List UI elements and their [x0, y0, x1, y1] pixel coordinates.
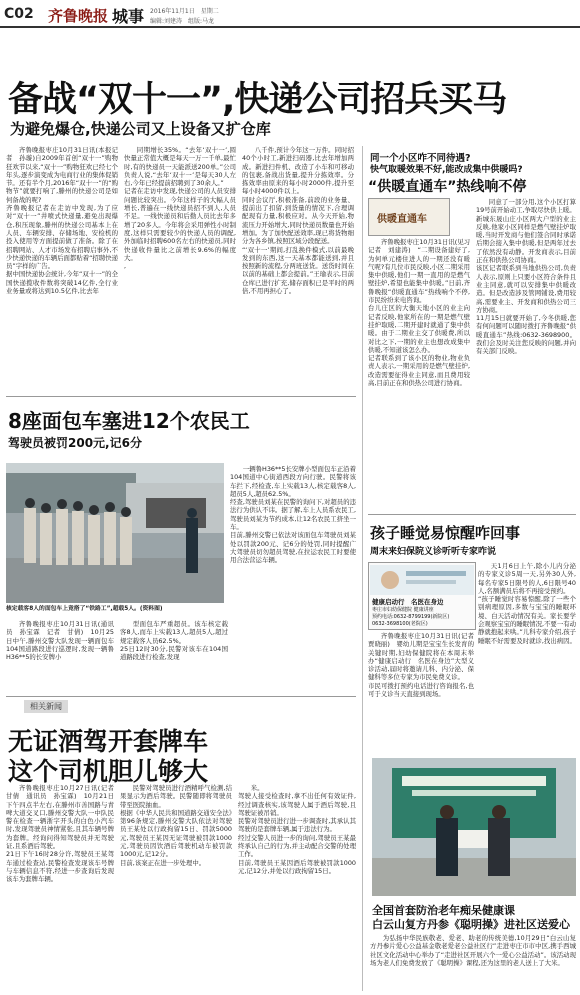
clinic-ad-line-4: 0632-3698100(老院区) [372, 621, 428, 627]
final-headline-2: 白云山复方丹参《聪明操》进社区送爱心 [372, 918, 570, 931]
bus-photo [6, 463, 224, 603]
lead-headline: 备战“双十一”,快递公司招兵买马 [8, 80, 507, 120]
heating-column-1: 齐鲁晚报枣庄10月31日讯(见习记者 刘建涛) “二期设备建好了,为何单元楼住进人的一期还没有暖气呢?有几位市民反映,小区二期采用集中供暖,他们一期一直用的是燃气壁挂炉,希望也能集中供暖。”日前,齐鲁晚报“供暖直通车”热线响个不停,市民纷纷来电咨询。 台儿庄区的大衡天地小区的业主向记者反映,他家所在的一期是燃气壁挂炉取暖,二期开建时就通了集中供暖。由于二期业主交了供暖费,所以对比之下,一期的业主也想改成集中供暖,不知道该怎么办。 记者联系到了该小区的物业,物业负责人表示,一期采用的是燃气壁挂炉,改造需要征得业主同意,而且费用较高,目前正在和供热公司进行协商。 [368, 238, 470, 388]
heating-headline-1: 同一个小区咋不同待遇? [370, 153, 471, 164]
clinic-ad-line-1: 健康启动行 名医在身边 [372, 598, 444, 606]
bus-photo-caption: 核定载客8人的面包车上竟搭了“铁路工”,超载5人。(资料图) [6, 606, 163, 612]
lead-column-1: 齐鲁晚报枣庄10月31日讯(本报记者 孙璇)自2009年首创“双十一”购物狂欢节以来,“双十一”购物狂欢已经七个年头,逐步演变成为电商行业的集体促销节。还有半个月,2016年“双十一”的“购物节”就要打响了,滕州的快递公司是如何备战的呢? 齐鲁晚报记者在走访中发现,为了应对“双十一”井喷式快递量,避免出现爆仓,积压现象,滕州的快递公司基本上在人员、车辆安排、存储场地、安检机的投入使用等方面提前做了准备。除了在招聘网站、人才市场发布招聘启事外,不少快递快递的车辆后面都贴着“招聘快递员”字样的广告。 据中国快递协会统计,今年“双十一”的全国快递揽收件数将突破14亿件,全行业业务量或将达到10.5亿件,比去年 [6, 146, 118, 296]
bus-column-2: 型面包车严重超员。该车核定载客8人,而车上实载13人,超员5人,超过规定载客人员62.5%。 25日12时30分,民警对该车在104国道路段进行检查,发现 [120, 620, 228, 662]
bus-column-3: 一辆鲁H36**5长安牌小型面包车正沿着104国道中心街道西段方向行驶。民警将该车拦下,经检查,车上实载13人,核定载客8人,超员5人,超员62.5%。 经查,驾驶员刘某在民警的询问下,对超员的违法行为供认不讳。据了解,车上人员系农民工,驾驶员刘某为节约成本,让12名农民工挤坐一车。 目前,滕州交警已依法对该面包车驾驶员刘某处以罚款200元、记6分的处罚,同时提醒广大驾驶员切勿超员驾驶,在拉运农民工时要使用合法营运车辆。 [230, 465, 356, 565]
page-number: C02 [4, 6, 34, 22]
heating-headline-3: “供暖直通车”热线响不停 [368, 179, 527, 195]
issue-date: 2016年11月1日 星期二 [150, 8, 219, 15]
heating-headline-2: 快气取暖效果不好,能改成集中供暖吗? [370, 165, 523, 175]
clinic-ad [368, 562, 476, 630]
sleep-column-1: 天1月6日上午,除小儿内分泌的专家义诊5周一天,另外30人外,每名专家5日限号的人,6日限号40人,名额满员后将不再接受预约。 “孩子睡觉时容易惊醒,除了一些个别病理原因,多数与宝宝的睡眠环境、白天活动情况有关。家长要学会观察宝宝的睡眠情况,不要一有动静就抱起来哄。”儿科专家介绍,孩子睡眠不好需要及时就诊,找出病因。 [478, 562, 577, 645]
heating-logo-text: 供暖直通车 [377, 214, 427, 225]
bus-column-1: 齐鲁晚报枣庄10月31日讯(通讯员 孙宝霖 记者 甘倩) 10月25日中午,滕州交警大队发现一辆面包车104国道路段进行巡逻时,发现一辆鲁H36**5的长安牌小 [6, 620, 114, 662]
clinic-ad-image [370, 565, 474, 595]
lead-subhead: 为避免爆仓,快递公司又上设备又扩仓库 [10, 120, 271, 138]
lead-column-3: 八千件,预计今年这一万件。同时招40个小时工,新进扫码器,比去年增加两成。新进扫件机、改造了小车和可移动的包裹,备战出货量,提升分拣效率。分拣效率由原来的每小时2000件,提升至每小时4000件以上。 同时会议厅,积极准备,前段的业务量、提前出了扣留,到货量的情况下,合理调配现有力量,积极应对。从今天开始,物流压力开始增大,同时快递员数量也开始增加。为了加快配送效率,现已将货物细分为各乡镇,按照区域分段配送。 “‘双十一’期间,打乱换件模式,以前最晚发到的东西,这一天基本都能送到,并且按照新的流程,分两班送货。送货时间在以前的基础上都会提前。”王瑜表示,目前仓库已进行扩充,储存面积已是平时的两倍,不用再担心了。 [242, 146, 354, 296]
section-rule-2 [6, 696, 356, 697]
section-rule [6, 396, 356, 397]
bus-subhead: 驾驶员被罚200元,记6分 [8, 436, 142, 450]
clinic-ad-line-2: 枣庄市妇幼保健院 健康讲座 [372, 607, 434, 613]
drunk-headline-2: 这个司机胆儿够大 [8, 757, 209, 786]
section-title: 城事 [112, 7, 145, 26]
editors: 编辑:刘建涛 组版:马龙 [150, 18, 215, 25]
bus-headline: 8座面包车塞进12个农民工 [8, 409, 250, 433]
heating-column-2: 同意了一部分用,这个小区打算19号前开始动工,争取尽快供上暖。 新城东晟山庄小区两大户型的业主反映,他家小区同样是燃气壁挂炉取暖,当时开发商与他们签合同时承诺后期会接入集中供暖,但是两年过去了依然没有动静。开发商表示,目前正在和供热公司协商。 该区记者联系到当地供热公司,负责人表示,原则上只要小区符合条件且业主同意,就可以安排集中供暖改造。但是改造涉及管网铺设,费用较高,需要业主、开发商和供热公司三方协商。 11月15日就要开始了,今冬供暖,您有何问题可以随时拨打齐鲁晚报“供暖直通车”热线:0632-3698900。我们会及时关注您反映的问题,并向有关部门反映。 [476, 198, 576, 356]
sleep-headline: 孩子睡觉易惊醒咋回事 [370, 524, 521, 542]
newspaper-brand: 齐鲁晚报 [48, 7, 109, 25]
section-rule-3 [368, 514, 576, 515]
community-photo-image [372, 758, 576, 896]
page-header [0, 0, 580, 28]
drunk-column-2: 民警对驾驶员进行酒精呼气检测,结果显示为酒后驾驶。民警随即将驾驶员带至医院抽血。 根据《中华人民共和国道路交通安全法》第96条规定,滕州交警大队依法对驾驶员王某处以行政拘留15日、罚款5000元,驾驶员王某因无证驾驶被罚款1000元,驾驶员因饮酒后驾驶机动车被罚款1000元,记12分。 目前,该案正在进一步处理中。 [120, 784, 232, 867]
final-body: 为弘扬中华民族敬老、爱老、助老的传统美德,10月29日“白云山复方丹参片爱心公益基金敬老爱老公益社区行”走进枣庄市市中区,携手西城社区文化活动中心举办了“走进社区开展六个一爱心公益活动”。该活动现场为老人们免费发放了《聪明操》课程,还为这里的老人送上了大米。 [370, 934, 576, 967]
bus-photo-image [6, 463, 224, 603]
sleep-column-2: 齐鲁晚报枣庄10月31日讯(记者 贾晓丽) 婴幼儿期是宝宝生长发育的关键时期,妇幼保健院将在本周末举办“健康启动行 名医在身边”大型义诊活动,届时将邀请儿科、内分泌、保健科等多位专家为市民免费义诊。 市民可拨打预约电话进行咨询报名,也可于义诊当天直接到现场。 [368, 632, 474, 699]
community-photo [372, 758, 576, 896]
lead-column-2: 同期增长35%。“去年‘双十一’,圆快量正常值大概是每天一万一千单,最忙时,有的快递员一天能派送200单。”公司负责人说,“去年‘双十一’是每天30人左右,今年已经提前招聘到了30余人。” 记者在走访中发现,快递公司的人员安排问题比较突出。今年这样子的大幅人员增长,普遍在一线快递员招不到人,人员不足。一线快递员和后勤人员比去年多增了20多人。今年将会采用弹性小时制度,这样只需要较少的快递人员的调配,外加临时招聘600名左右的快递员,同时快递收件量比之前增长9.6%的幅度大。 , [124, 146, 236, 271]
related-news-tag: 相关新闻 [24, 700, 68, 713]
drunk-column-3: 米。 驾驶人接受检查时,拿不出任何有效证件,经过调查核实,该驾驶人属于酒后驾驶,且驾驶证被吊销。 民警对驾驶员进行进一步调查时,其承认其驾驶的是套牌车辆,属于违法行为。 经过交警人员进一步的询问,驾驶员王某最终承认自己的行为,并主动配合交警的处理工作。 目前,驾驶员王某因酒后驾驶被罚款1000元,记12分,并处以行政拘留15日。 [238, 784, 356, 875]
final-headline-1: 全国首套防治老年痴呆健康课 [372, 904, 515, 917]
clinic-ad-line-3: 预约电话:0632-8799199(新院区) [372, 614, 450, 620]
sleep-subhead: 周末来妇保院义诊听听专家咋说 [370, 547, 497, 557]
drunk-headline-1: 无证酒驾开套牌车 [8, 727, 209, 756]
drunk-column-1: 齐鲁晚报枣庄10月27日讯(记者 甘倩 通讯员 孙宝霖) 10月21日下午四点半左右,在滕州市善国路与青啤大道交叉口,滕州交警大队一中队民警在检查一辆浙字开头的白色小汽车时,发现驾驶员神情紧张,且其车辆号牌为套牌。经询问得知驾驶员并无驾驶证,且系酒后驾驶。 21日下午16时28分许,驾驶员王某驾车通过检查站,民警检查发现该车号牌与车辆信息不符,经进一步查询后发现该车为套牌车辆。 [6, 784, 114, 884]
column-divider [362, 146, 363, 991]
header-rule [0, 26, 580, 28]
heating-logo [368, 198, 450, 236]
